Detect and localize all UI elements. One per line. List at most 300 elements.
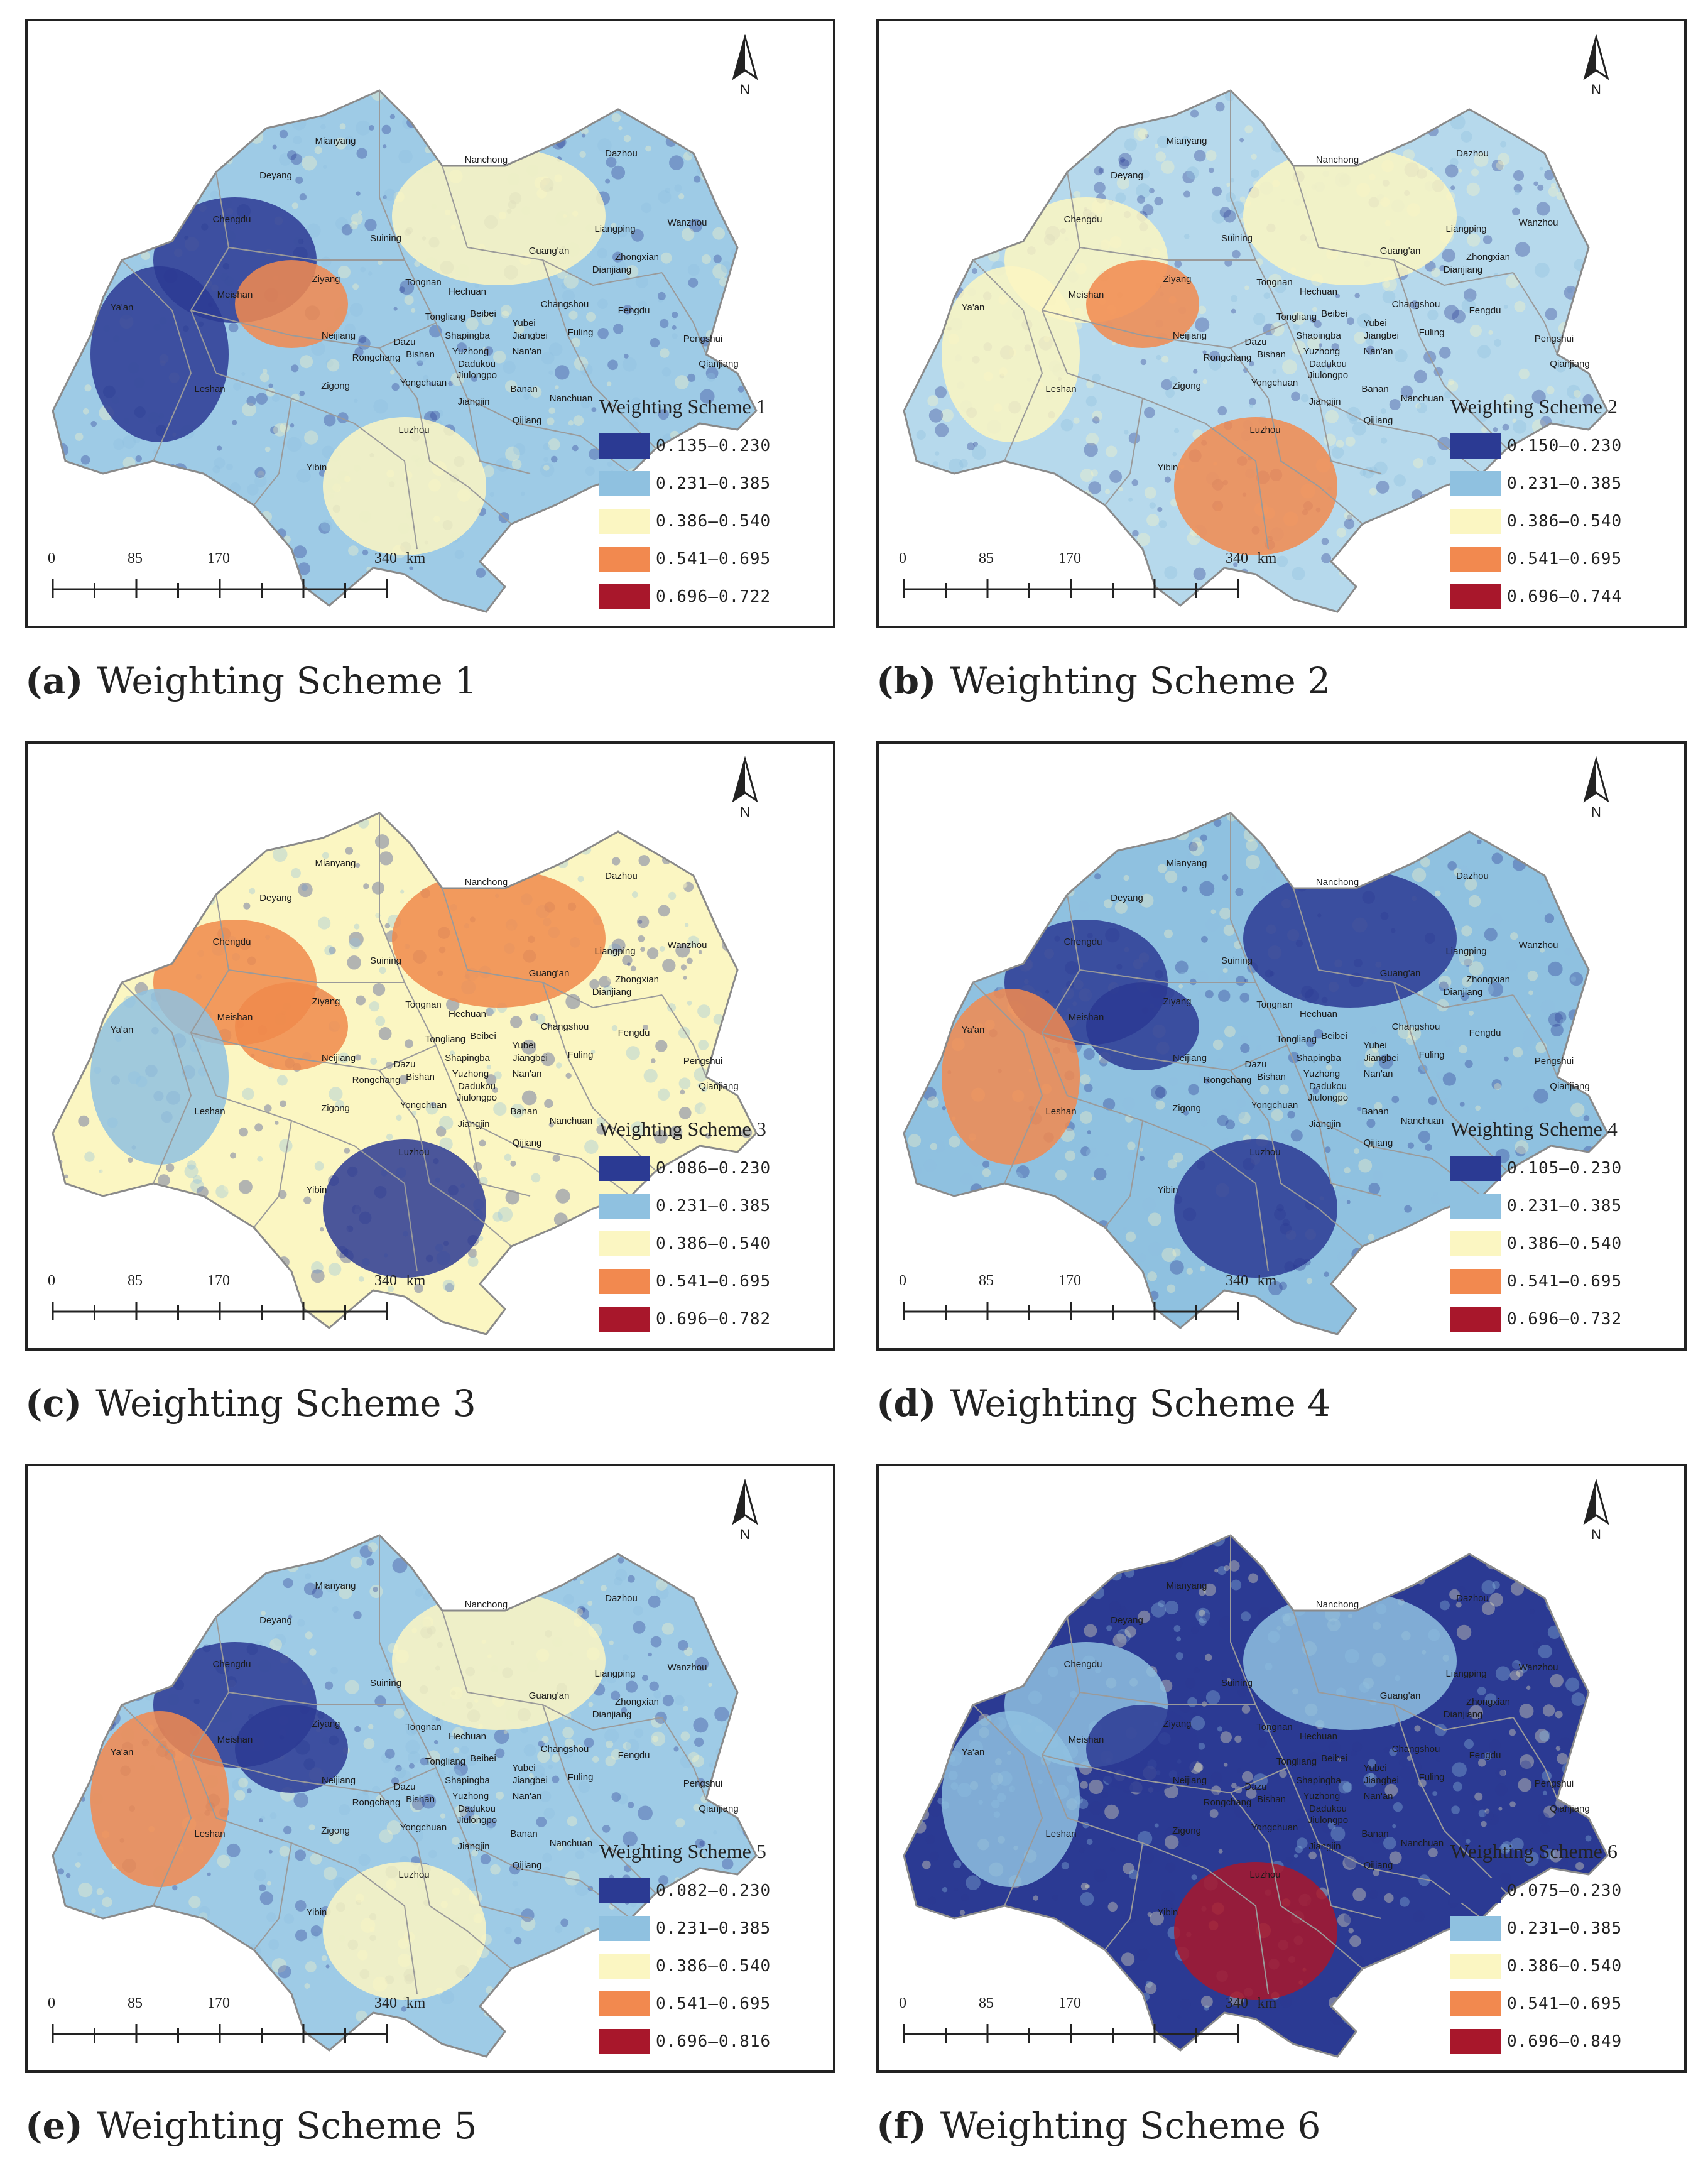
place-label: Banan (1361, 384, 1389, 394)
place-label: Jiangbei (1364, 1775, 1399, 1786)
legend-range: 0.086–0.230 (656, 1159, 771, 1178)
legend (599, 1118, 825, 1338)
place-label: Zhongxian (1466, 974, 1511, 985)
place-label: Rongchang (1203, 352, 1252, 363)
place-label: Nan'an (512, 1069, 542, 1079)
place-label: Yibin (1157, 1185, 1178, 1195)
place-label: Neijiang (1172, 330, 1207, 341)
place-label: Dazhou (1456, 871, 1489, 881)
legend-item (1450, 1187, 1677, 1225)
place-label: Qijiang (1363, 1860, 1393, 1871)
place-label: Ya'an (961, 302, 985, 313)
place-label: Suining (369, 1678, 402, 1689)
map-panel-e (25, 1464, 835, 2073)
place-label: Liangping (1445, 946, 1487, 957)
legend (1450, 395, 1677, 616)
map-panel-c (25, 741, 835, 1351)
place-label: Nanchong (464, 877, 508, 888)
place-label: Nan'an (1363, 1069, 1393, 1079)
place-label: Bishan (406, 349, 435, 360)
legend-item (599, 540, 825, 578)
legend-range: 0.696–0.816 (656, 2032, 771, 2051)
north-label: N (1591, 804, 1601, 820)
place-label: Shapingba (445, 1775, 490, 1786)
legend-item (599, 1947, 825, 1985)
place-label: Zhongxian (614, 974, 660, 985)
place-label: Yongchuan (400, 378, 447, 388)
panel-caption (876, 2104, 1320, 2147)
place-label: Yibin (1157, 1907, 1178, 1918)
place-label: Yongchuan (1251, 1100, 1298, 1111)
legend-swatch (1450, 1194, 1501, 1219)
value-patch (323, 1862, 486, 2000)
place-label: Qianjiang (1550, 1803, 1590, 1814)
place-label: Dazhou (605, 1593, 638, 1604)
north-label: N (1591, 82, 1601, 97)
legend-range: 0.386–0.540 (656, 1234, 771, 1253)
legend-range: 0.541–0.695 (1507, 1272, 1623, 1291)
place-label: Dazu (1244, 1059, 1267, 1070)
legend-swatch (599, 509, 650, 534)
scale-label: 0 (899, 1273, 906, 1289)
legend-swatch (599, 1878, 650, 1903)
legend-swatch (1450, 1991, 1501, 2016)
value-patch (323, 417, 486, 555)
place-label: Jiangjin (457, 396, 490, 407)
legend-swatch (1450, 1954, 1501, 1979)
place-label: Ziyang (312, 274, 340, 285)
value-patch (392, 147, 606, 285)
place-label: Dazu (1244, 1781, 1267, 1792)
scale-unit: km (406, 550, 426, 567)
place-label: Zigong (1172, 381, 1201, 391)
place-label: Nan'an (512, 346, 542, 357)
place-label: Dianjiang (592, 264, 632, 275)
place-label: Meishan (1068, 1734, 1104, 1745)
place-label: Dadukou (1308, 1803, 1347, 1814)
place-label: Luzhou (1249, 1869, 1281, 1880)
panel-letter: (c) (25, 1382, 82, 1425)
legend-swatch (1450, 584, 1501, 609)
legend-item (599, 1300, 825, 1338)
place-label: Jiangjin (457, 1841, 490, 1852)
place-label: Neijiang (1172, 1775, 1207, 1786)
value-patch (1243, 869, 1457, 1008)
legend-swatch (599, 2029, 650, 2054)
legend-range: 0.696–0.782 (656, 1310, 771, 1329)
place-label: Mianyang (315, 858, 356, 869)
legend-range: 0.231–0.385 (656, 474, 771, 493)
scale-label: 0 (48, 1273, 55, 1289)
legend-item (1450, 465, 1677, 503)
place-label: Shapingba (445, 1053, 490, 1063)
place-label: Leshan (1045, 384, 1077, 394)
place-label: Mianyang (1166, 136, 1207, 146)
place-label: Tongliang (1276, 312, 1317, 322)
place-label: Nanchong (1315, 1599, 1359, 1610)
place-label: Ziyang (312, 996, 340, 1007)
place-label: Nan'an (512, 1791, 542, 1802)
panel-caption (25, 1382, 476, 1425)
place-label: Nanchuan (549, 393, 593, 404)
scale-label: 85 (979, 1995, 994, 2011)
legend-item (1450, 578, 1677, 616)
legend-range: 0.696–0.744 (1507, 587, 1623, 606)
scale-unit: km (406, 1995, 426, 2011)
legend-item (1450, 1872, 1677, 1910)
place-label: Changshou (540, 299, 589, 310)
legend-range: 0.696–0.732 (1507, 1310, 1623, 1329)
place-label: Wanzhou (667, 1662, 707, 1673)
legend-range: 0.231–0.385 (1507, 474, 1623, 493)
map-panel-f (876, 1464, 1687, 2073)
place-label: Chengdu (212, 1659, 251, 1670)
place-label: Shapingba (1296, 1775, 1341, 1786)
scale-label: 170 (207, 1273, 230, 1289)
place-label: Luzhou (398, 1147, 430, 1158)
place-label: Pengshui (683, 1778, 723, 1789)
place-label: Hechuan (1299, 1009, 1338, 1020)
place-label: Qianjiang (699, 1803, 739, 1814)
place-label: Dianjiang (1443, 987, 1483, 998)
legend-item (1450, 1300, 1677, 1338)
legend-range: 0.150–0.230 (1507, 437, 1623, 455)
place-label: Ya'an (110, 1025, 134, 1035)
place-label: Luzhou (398, 1869, 430, 1880)
place-label: Liangping (1445, 224, 1487, 234)
place-label: Pengshui (1534, 334, 1574, 344)
place-label: Dazu (393, 337, 416, 347)
place-label: Fuling (567, 1772, 594, 1783)
legend-item (599, 1150, 825, 1187)
legend-item (1450, 1947, 1677, 1985)
place-label: Qijiang (1363, 415, 1393, 426)
legend-swatch (599, 584, 650, 609)
place-label: Jiangjin (1308, 1841, 1341, 1852)
place-label: Hechuan (1299, 1731, 1338, 1742)
legend-swatch (1450, 1156, 1501, 1181)
panel-caption (876, 660, 1330, 702)
legend-range: 0.231–0.385 (656, 1197, 771, 1216)
place-label: Zhongxian (1466, 1697, 1511, 1707)
legend-swatch (1450, 471, 1501, 496)
place-label: Dazhou (605, 148, 638, 159)
place-label: Neijiang (321, 1053, 356, 1063)
place-label: Dadukou (457, 1803, 496, 1814)
scale-label: 340 (374, 550, 397, 567)
place-label: Suining (1221, 955, 1253, 966)
place-label: Changshou (1391, 1744, 1440, 1754)
place-label: Wanzhou (1518, 1662, 1558, 1673)
place-label: Yubei (1363, 1763, 1387, 1773)
place-label: Guang'an (528, 1690, 570, 1701)
panel-caption-text: Weighting Scheme 2 (950, 660, 1331, 702)
place-label: Dadukou (1308, 1081, 1347, 1092)
place-label: Fengdu (1469, 1028, 1501, 1038)
place-label: Dazhou (605, 871, 638, 881)
north-label: N (740, 82, 750, 97)
place-label: Deyang (1111, 170, 1143, 181)
place-label: Jiangbei (1364, 330, 1399, 341)
panel-caption-text: Weighting Scheme 3 (95, 1382, 476, 1425)
legend-range: 0.082–0.230 (656, 1881, 771, 1900)
north-label: N (740, 1526, 750, 1542)
place-label: Deyang (259, 893, 292, 903)
legend-swatch (1450, 1916, 1501, 1941)
legend-swatch (599, 471, 650, 496)
place-label: Yuzhong (452, 346, 489, 357)
place-label: Banan (510, 1106, 538, 1117)
place-label: Rongchang (352, 1797, 401, 1808)
legend-swatch (1450, 2029, 1501, 2054)
place-label: Leshan (1045, 1106, 1077, 1117)
place-label: Hechuan (448, 1731, 487, 1742)
north-arrow-icon (726, 1479, 764, 1548)
place-label: Zigong (1172, 1103, 1201, 1114)
legend-item (599, 2023, 825, 2060)
legend-item (1450, 427, 1677, 465)
scale-bar (899, 1995, 1277, 2052)
place-label: Jiangjin (1308, 396, 1341, 407)
place-label: Liangping (594, 1668, 636, 1679)
place-label: Tongnan (1256, 999, 1293, 1010)
north-label: N (740, 804, 750, 820)
place-label: Yuzhong (1303, 1069, 1341, 1079)
place-label: Dianjiang (592, 1709, 632, 1720)
place-label: Bishan (406, 1072, 435, 1082)
place-label: Jiulongpo (456, 1815, 498, 1825)
place-label: Dadukou (457, 359, 496, 369)
scale-label: 0 (899, 1995, 906, 2011)
place-label: Leshan (194, 384, 226, 394)
place-label: Yubei (512, 1763, 536, 1773)
north-label: N (1591, 1526, 1601, 1542)
panel-caption (25, 2104, 477, 2147)
place-label: Suining (369, 955, 402, 966)
place-label: Tongliang (1276, 1756, 1317, 1767)
place-label: Beibei (470, 1753, 496, 1764)
panel-letter: (d) (876, 1382, 937, 1425)
place-label: Nanchuan (549, 1838, 593, 1849)
value-patch (1174, 1139, 1337, 1278)
place-label: Liangping (594, 946, 636, 957)
place-label: Meishan (217, 290, 253, 300)
scale-label: 170 (1058, 1995, 1081, 2011)
place-label: Guang'an (1379, 246, 1421, 256)
place-label: Bishan (1257, 349, 1286, 360)
place-label: Yuzhong (1303, 346, 1341, 357)
place-label: Yuzhong (452, 1791, 489, 1802)
legend-range: 0.386–0.540 (1507, 512, 1623, 531)
place-label: Jiangbei (1364, 1053, 1399, 1063)
place-label: Suining (1221, 1678, 1253, 1689)
place-label: Ziyang (1163, 996, 1192, 1007)
legend-item (599, 427, 825, 465)
place-label: Guang'an (1379, 968, 1421, 979)
place-label: Leshan (194, 1829, 226, 1839)
scale-label: 0 (48, 550, 55, 567)
scale-label: 85 (128, 1995, 143, 2011)
place-label: Ziyang (312, 1719, 340, 1729)
legend-range: 0.386–0.540 (1507, 1957, 1623, 1976)
place-label: Beibei (1321, 308, 1347, 319)
legend-item (1450, 1263, 1677, 1300)
place-label: Fengdu (1469, 305, 1501, 316)
place-label: Nanchong (1315, 877, 1359, 888)
place-label: Zigong (1172, 1825, 1201, 1836)
place-label: Nan'an (1363, 1791, 1393, 1802)
place-label: Ziyang (1163, 274, 1192, 285)
scale-label: 85 (128, 550, 143, 567)
map-panel-d (876, 741, 1687, 1351)
place-label: Nanchuan (1400, 1838, 1444, 1849)
place-label: Tongnan (1256, 277, 1293, 288)
panel-caption-text: Weighting Scheme 4 (950, 1382, 1331, 1425)
legend-swatch (1450, 1878, 1501, 1903)
scale-label: 340 (374, 1995, 397, 2011)
scale-label: 170 (207, 550, 230, 567)
place-label: Chengdu (1063, 1659, 1102, 1670)
place-label: Beibei (1321, 1031, 1347, 1042)
north-arrow-icon (726, 34, 764, 103)
place-label: Deyang (259, 1615, 292, 1626)
place-label: Zhongxian (614, 1697, 660, 1707)
place-label: Nanchong (464, 1599, 508, 1610)
legend-item (599, 503, 825, 540)
legend-item (1450, 1225, 1677, 1263)
place-label: Nanchuan (1400, 393, 1444, 404)
legend-swatch (1450, 433, 1501, 459)
place-label: Ziyang (1163, 1719, 1192, 1729)
place-label: Nanchong (1315, 155, 1359, 165)
legend-item (599, 1872, 825, 1910)
place-label: Jiangjin (1308, 1119, 1341, 1129)
place-label: Dazhou (1456, 148, 1489, 159)
legend-swatch (1450, 1231, 1501, 1256)
panel-caption (25, 660, 477, 702)
place-label: Beibei (470, 308, 496, 319)
place-label: Tongnan (1256, 1722, 1293, 1732)
legend-swatch (1450, 509, 1501, 534)
legend-range: 0.135–0.230 (656, 437, 771, 455)
place-label: Yubei (1363, 1040, 1387, 1051)
legend-item (1450, 503, 1677, 540)
place-label: Meishan (1068, 290, 1104, 300)
legend-range: 0.105–0.230 (1507, 1159, 1623, 1178)
panel-letter: (a) (25, 660, 84, 702)
north-arrow-icon (1577, 1479, 1615, 1548)
legend-swatch (599, 1194, 650, 1219)
place-label: Guang'an (528, 968, 570, 979)
place-label: Yibin (306, 462, 327, 473)
place-label: Nanchuan (549, 1116, 593, 1126)
place-label: Mianyang (1166, 1580, 1207, 1591)
place-label: Pengshui (683, 334, 723, 344)
legend-item (599, 1263, 825, 1300)
place-label: Hechuan (1299, 286, 1338, 297)
legend-swatch (599, 547, 650, 572)
place-label: Qianjiang (1550, 1081, 1590, 1092)
panel-caption-text: Weighting Scheme 6 (940, 2104, 1321, 2147)
place-label: Guang'an (1379, 1690, 1421, 1701)
place-label: Fengdu (1469, 1750, 1501, 1761)
legend-swatch (1450, 547, 1501, 572)
place-label: Wanzhou (667, 940, 707, 950)
place-label: Deyang (1111, 893, 1143, 903)
place-label: Meishan (1068, 1012, 1104, 1023)
legend-range: 0.541–0.695 (656, 550, 771, 568)
legend-range: 0.541–0.695 (656, 1994, 771, 2013)
legend-item (599, 1985, 825, 2023)
scale-label: 85 (979, 1273, 994, 1289)
scale-label: 170 (1058, 1273, 1081, 1289)
legend-range: 0.696–0.722 (656, 587, 771, 606)
legend-swatch (599, 433, 650, 459)
place-label: Tongliang (1276, 1034, 1317, 1045)
place-label: Luzhou (1249, 1147, 1281, 1158)
panel-caption-text: Weighting Scheme 5 (96, 2104, 477, 2147)
place-label: Jiangjin (457, 1119, 490, 1129)
legend-range: 0.541–0.695 (656, 1272, 771, 1291)
place-label: Fuling (1418, 1772, 1445, 1783)
place-label: Fuling (567, 1050, 594, 1060)
place-label: Neijiang (1172, 1053, 1207, 1063)
place-label: Banan (510, 1829, 538, 1839)
place-label: Jiulongpo (1307, 1815, 1349, 1825)
legend-swatch (599, 1269, 650, 1294)
place-label: Jiulongpo (1307, 370, 1349, 381)
place-label: Dazu (393, 1781, 416, 1792)
place-label: Yubei (1363, 318, 1387, 329)
place-label: Dazhou (1456, 1593, 1489, 1604)
place-label: Shapingba (1296, 1053, 1341, 1063)
scale-label: 85 (128, 1273, 143, 1289)
place-label: Zhongxian (1466, 252, 1511, 263)
place-label: Rongchang (1203, 1075, 1252, 1085)
scale-unit: km (1257, 1273, 1277, 1289)
value-patch (1174, 417, 1337, 555)
legend-item (1450, 1985, 1677, 2023)
legend-swatch (599, 1954, 650, 1979)
place-label: Zigong (321, 1103, 350, 1114)
legend-swatch (1450, 1269, 1501, 1294)
legend-swatch (599, 1307, 650, 1332)
place-label: Beibei (1321, 1753, 1347, 1764)
place-label: Dazu (393, 1059, 416, 1070)
place-label: Yuzhong (1303, 1791, 1341, 1802)
north-arrow-icon (1577, 34, 1615, 103)
place-label: Changshou (540, 1744, 589, 1754)
place-label: Neijiang (321, 1775, 356, 1786)
scale-unit: km (1257, 1995, 1277, 2011)
place-label: Fuling (1418, 1050, 1445, 1060)
place-label: Jiangbei (513, 330, 548, 341)
place-label: Neijiang (321, 330, 356, 341)
scale-label: 85 (979, 550, 994, 567)
place-label: Fuling (567, 327, 594, 338)
place-label: Hechuan (448, 1009, 487, 1020)
map-panel-a (25, 19, 835, 628)
place-label: Zigong (321, 1825, 350, 1836)
place-label: Suining (369, 233, 402, 244)
place-label: Jiulongpo (456, 1092, 498, 1103)
place-label: Ya'an (110, 1747, 134, 1758)
place-label: Mianyang (315, 136, 356, 146)
legend-item (599, 1187, 825, 1225)
legend-range: 0.231–0.385 (1507, 1919, 1623, 1938)
place-label: Yongchuan (400, 1822, 447, 1833)
legend-item (599, 1225, 825, 1263)
